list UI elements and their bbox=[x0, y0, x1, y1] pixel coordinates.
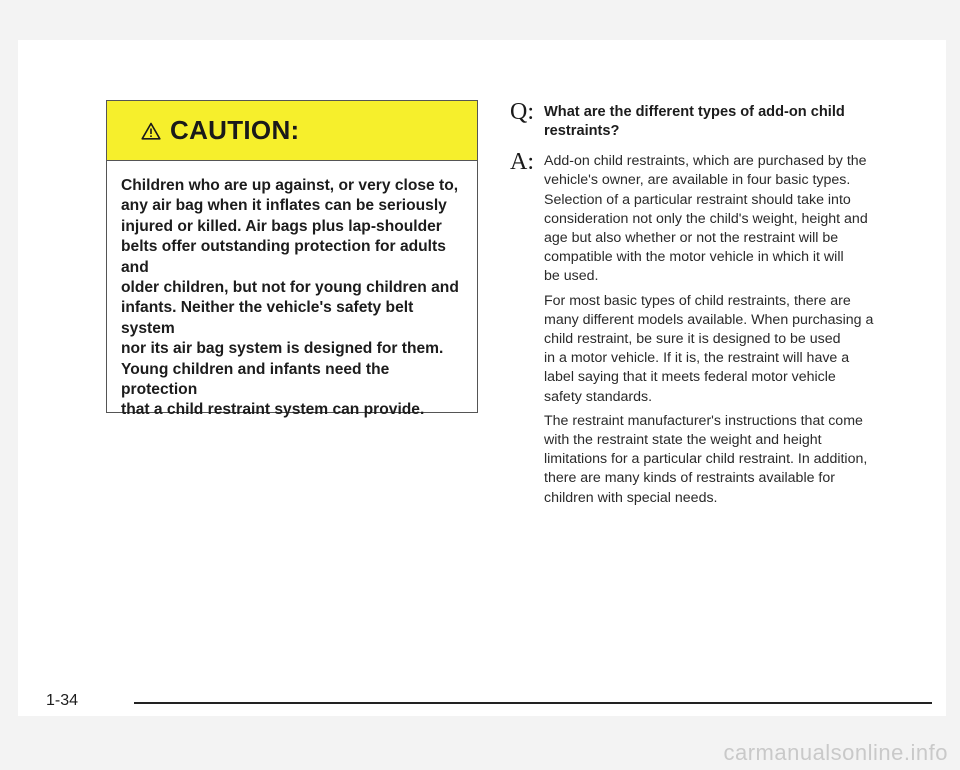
caution-line: older children, but not for young children and bbox=[121, 279, 459, 297]
caution-line: belts offer outstanding protection for adults and bbox=[121, 238, 446, 276]
site-watermark: carmanualsonline.info bbox=[723, 740, 948, 765]
answer-line: vehicle's owner, are available in four basic types. bbox=[544, 172, 851, 189]
caution-header bbox=[107, 101, 477, 161]
caution-line: Children who are up against, or very close to, bbox=[121, 177, 459, 194]
answer-line: consideration not only the child's weight, height and bbox=[544, 210, 868, 227]
warning-triangle-icon bbox=[141, 122, 161, 140]
caution-box bbox=[106, 100, 478, 419]
paragraph-line: with the restraint state the weight and height bbox=[544, 432, 822, 449]
answer bbox=[510, 150, 950, 286]
manual-page bbox=[18, 40, 946, 716]
paragraph-line: label saying that it meets federal motor vehicle bbox=[544, 369, 836, 386]
question-line: restraints? bbox=[544, 122, 620, 139]
answer-label: A: bbox=[510, 149, 534, 176]
page-number: 1-34 bbox=[46, 692, 79, 709]
answer-line: Add-on child restraints, which are purchased by the bbox=[544, 153, 867, 170]
paragraph-instructions bbox=[544, 412, 950, 508]
paragraph-line: child restraint, be sure it is designed to be used bbox=[544, 331, 841, 348]
caution-line: Young children and infants need the protection bbox=[121, 360, 390, 399]
answer-text bbox=[544, 152, 868, 286]
caution-text bbox=[107, 161, 477, 421]
qa-section bbox=[510, 100, 950, 508]
paragraph-line: children with special needs. bbox=[544, 489, 718, 506]
caution-line: nor its air bag system is designed for them. bbox=[121, 340, 444, 358]
paragraph-line: many different models available. When purchasing a bbox=[544, 311, 874, 328]
paragraph-line: in a motor vehicle. If it is, the restraint will have a bbox=[544, 350, 850, 367]
paragraph-line: there are many kinds of restraints available for bbox=[544, 470, 835, 487]
answer-line: compatible with the motor vehicle in which it will bbox=[544, 249, 844, 266]
paragraph-line: limitations for a particular child restraint. In addition, bbox=[544, 451, 868, 468]
caution-line: any air bag when it inflates can be seriously bbox=[121, 197, 447, 215]
caution-title: CAUTION: bbox=[170, 115, 300, 145]
paragraph-line: safety standards. bbox=[544, 388, 653, 405]
question-line: What are the different types of add-on child bbox=[544, 104, 845, 120]
caution-line: that a child restraint system can provide. bbox=[121, 401, 425, 419]
answer-line: Selection of a particular restraint should take into bbox=[544, 191, 851, 208]
answer-line: age but also whether or not the restraint will be bbox=[544, 230, 839, 246]
caution-line: injured or killed. Air bags plus lap-shoulder bbox=[121, 217, 442, 235]
paragraph-line: The restraint manufacturer's instructions that come bbox=[544, 412, 863, 429]
footer-rule bbox=[134, 702, 932, 704]
caution-line: infants. Neither the vehicle's safety belt system bbox=[121, 299, 414, 337]
question-text bbox=[544, 103, 845, 140]
paragraph-line: For most basic types of child restraints, there are bbox=[544, 292, 851, 309]
paragraph-models bbox=[544, 292, 950, 407]
question bbox=[510, 100, 950, 140]
answer-line: be used. bbox=[544, 268, 599, 285]
question-label: Q: bbox=[510, 99, 534, 125]
